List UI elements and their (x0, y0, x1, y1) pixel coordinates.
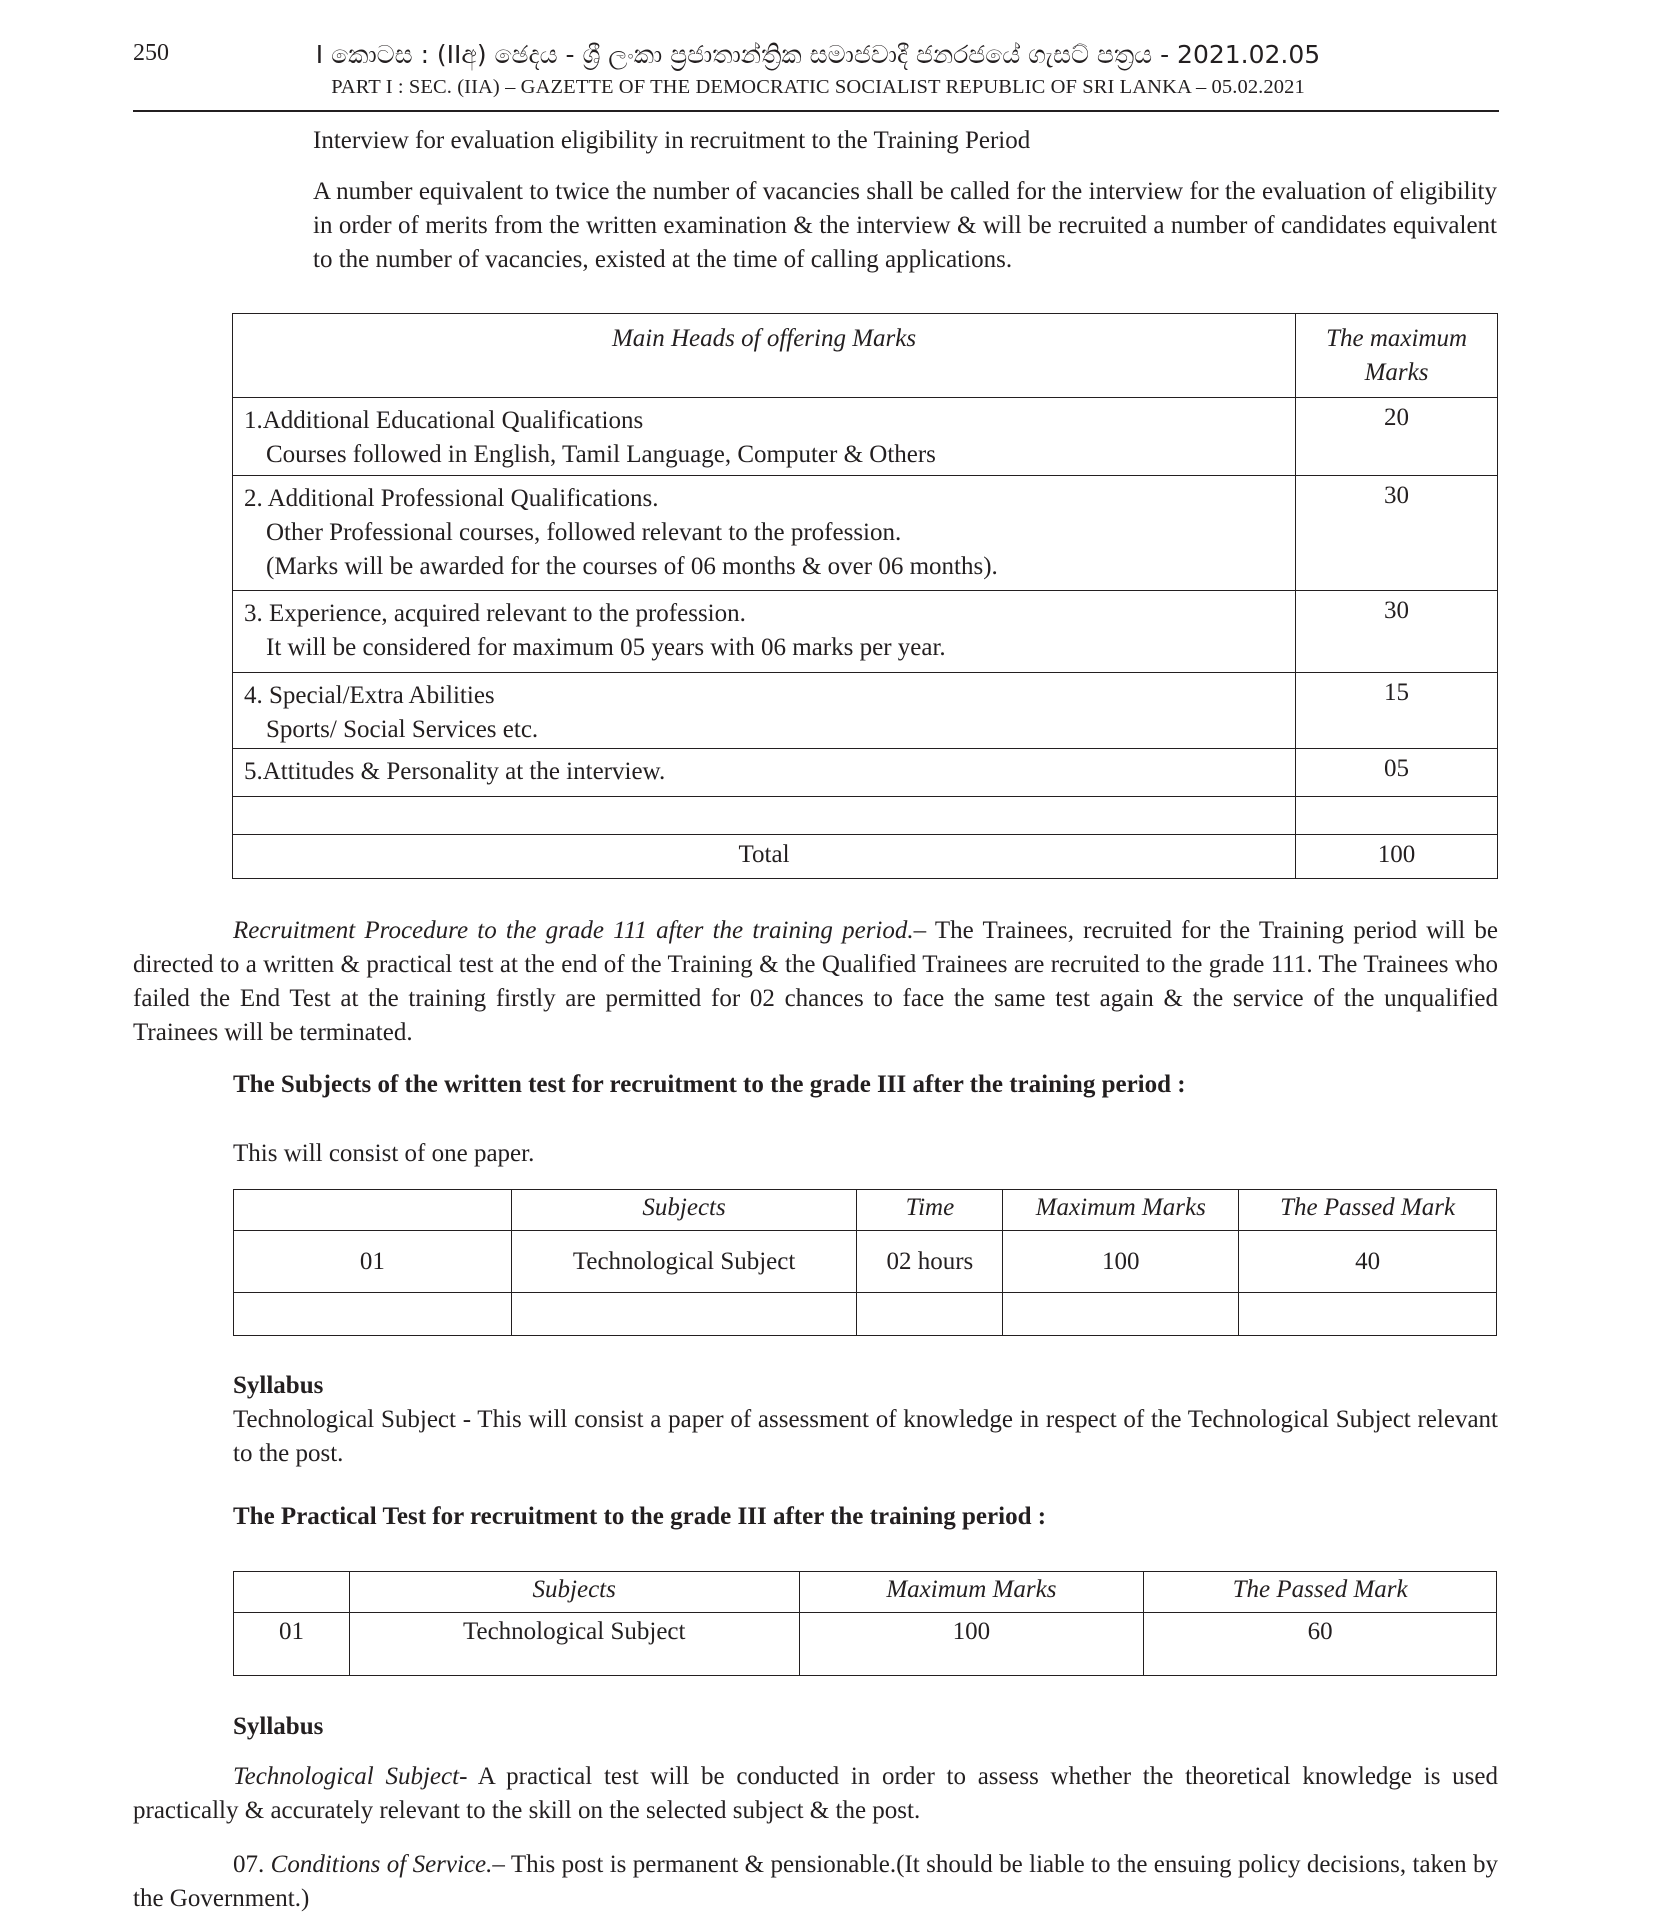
marks-row-4-label (233, 673, 1296, 749)
header-divider (133, 110, 1499, 112)
marks-row-1-line2: Courses followed in English, Tamil Language, Computer & Others (266, 441, 936, 468)
written-col-pass-mark-header: The Passed Mark (1239, 1190, 1497, 1231)
marks-total-row (233, 835, 1498, 879)
marks-row-3-label (233, 591, 1296, 673)
marks-col-heads-header: Main Heads of offering Marks (233, 314, 1296, 398)
written-row-max-marks: 100 (1003, 1231, 1239, 1293)
marks-row-2-line2: Other Professional courses, followed relevant to the profession. (266, 519, 902, 546)
table-row (233, 673, 1498, 749)
conditions-of-service (133, 1848, 1498, 1916)
marks-row-2-label (233, 476, 1296, 591)
gazette-header-sinhala: I කොටස : (IIඅ) ඡෙදය - ශ්‍රී ලංකා ප්‍රජාතාන්ත්‍රික සමාජවාදී ජනරජයේ ගැසට් පත්‍රය - 2021.02.05 (315, 40, 1321, 69)
marks-col-max-header (1296, 314, 1498, 398)
syllabus-1-title: Syllabus (233, 1372, 324, 1399)
practical-table-header-row (234, 1572, 1497, 1613)
table-row (234, 1613, 1497, 1676)
syllabus-2-lead: Technological Subject (233, 1763, 460, 1790)
marks-row-4-line2: Sports/ Social Services etc. (266, 716, 539, 743)
practical-row-number: 01 (234, 1613, 350, 1676)
conditions-lead: Conditions of Service. (270, 1851, 493, 1878)
marks-total-value: 100 (1296, 835, 1498, 879)
written-test-heading: The Subjects of the written test for recruitment to the grade III after the training period : (233, 1071, 1186, 1098)
table-row (233, 749, 1498, 797)
written-table-header-row (234, 1190, 1497, 1231)
marks-col-max-line1: The maximum (1326, 325, 1468, 352)
empty-cell (1003, 1293, 1239, 1336)
marks-row-2-value: 30 (1296, 476, 1498, 591)
marks-row-4-line1: 4. Special/Extra Abilities (244, 682, 495, 709)
conditions-number: 07. (233, 1851, 271, 1878)
marks-row-2-line1: 2. Additional Professional Qualifications. (244, 485, 659, 512)
gazette-header-english: PART I : SEC. (IIA) – GAZETTE OF THE DEMOCRATIC SOCIALIST REPUBLIC OF SRI LANKA – 05.02.2021 (331, 76, 1305, 98)
empty-cell (1239, 1293, 1497, 1336)
practical-test-table (233, 1571, 1497, 1676)
empty-cell (234, 1293, 512, 1336)
syllabus-2-body (133, 1760, 1498, 1828)
written-test-table (233, 1189, 1497, 1336)
marks-col-max-line2: Marks (1364, 359, 1429, 386)
practical-test-heading: The Practical Test for recruitment to the grade III after the training period : (233, 1503, 1047, 1530)
marks-row-1-value: 20 (1296, 398, 1498, 476)
table-row (233, 398, 1498, 476)
marks-row-2-line3: (Marks will be awarded for the courses of 06 months & over 06 months). (266, 553, 998, 580)
written-row-time: 02 hours (857, 1231, 1003, 1293)
empty-cell (1296, 797, 1498, 835)
recruitment-lead: Recruitment Procedure to the grade 111 after the training period. (233, 917, 914, 944)
written-col-subjects-header: Subjects (511, 1190, 857, 1231)
marks-row-1-label (233, 398, 1296, 476)
conditions-body: – This post is permanent & pensionable.(It should be liable to the ensuing policy decisions, taken by the Government.) (133, 1851, 1499, 1912)
page-number: 250 (133, 40, 169, 66)
written-test-note: This will consist of one paper. (233, 1140, 535, 1167)
practical-row-max-marks: 100 (799, 1613, 1144, 1676)
empty-cell (857, 1293, 1003, 1336)
marks-row-5-value: 05 (1296, 749, 1498, 797)
marks-table (232, 313, 1498, 879)
syllabus-2-text: - A practical test will be conducted in order to assess whether the theoretical knowledge is used practically & accurately relevant to the skill on the selected subject & the post. (133, 1763, 1498, 1824)
written-row-number: 01 (234, 1231, 512, 1293)
practical-col-number-header (234, 1572, 350, 1613)
practical-col-pass-mark-header: The Passed Mark (1144, 1572, 1497, 1613)
marks-row-3-line1: 3. Experience, acquired relevant to the profession. (244, 600, 746, 627)
written-row-subject: Technological Subject (511, 1231, 857, 1293)
table-row (233, 476, 1498, 591)
marks-row-5-label: 5.Attitudes & Personality at the interview. (233, 749, 1296, 797)
syllabus-2-title: Syllabus (233, 1713, 324, 1740)
marks-row-1-line1: 1.Additional Educational Qualifications (244, 407, 644, 434)
written-col-time-header: Time (857, 1190, 1003, 1231)
interview-body: A number equivalent to twice the number of vacancies shall be called for the interview for the evaluation of eligibility in order of merits from the written examination & the interview & will be recruited a number of candidates equivalent to the number of vacancies, existed at the time of calling applications. (313, 178, 1497, 273)
syllabus-1-body: Technological Subject - This will consist a paper of assessment of knowledge in respect of the Technological Subject relevant to the post. (233, 1406, 1498, 1467)
table-row (233, 591, 1498, 673)
practical-col-max-marks-header: Maximum Marks (799, 1572, 1144, 1613)
table-row-empty (233, 797, 1498, 835)
written-col-max-marks-header: Maximum Marks (1003, 1190, 1239, 1231)
written-row-pass-mark: 40 (1239, 1231, 1497, 1293)
recruitment-body: – The Trainees, recruited for the Training period will be directed to a written & practical test at the end of the Training & the Qualified Trainees are recruited to the grade 111. The Trainees who failed the End Test at the training firstly are permitted for 02 chances to face the same test again & the service of the unqualified Trainees will be terminated. (133, 917, 1499, 1046)
table-row-empty (234, 1293, 1497, 1336)
marks-table-header-row (233, 314, 1498, 398)
table-row (234, 1231, 1497, 1293)
written-col-number-header (234, 1190, 512, 1231)
empty-cell (233, 797, 1296, 835)
practical-row-subject: Technological Subject (349, 1613, 799, 1676)
marks-row-3-value: 30 (1296, 591, 1498, 673)
practical-col-subjects-header: Subjects (349, 1572, 799, 1613)
practical-row-pass-mark: 60 (1144, 1613, 1497, 1676)
recruitment-procedure (133, 914, 1498, 1050)
interview-heading: Interview for evaluation eligibility in recruitment to the Training Period (313, 127, 1031, 154)
marks-row-3-line2: It will be considered for maximum 05 years with 06 marks per year. (266, 634, 946, 661)
marks-row-4-value: 15 (1296, 673, 1498, 749)
marks-total-label: Total (233, 835, 1296, 879)
empty-cell (511, 1293, 857, 1336)
